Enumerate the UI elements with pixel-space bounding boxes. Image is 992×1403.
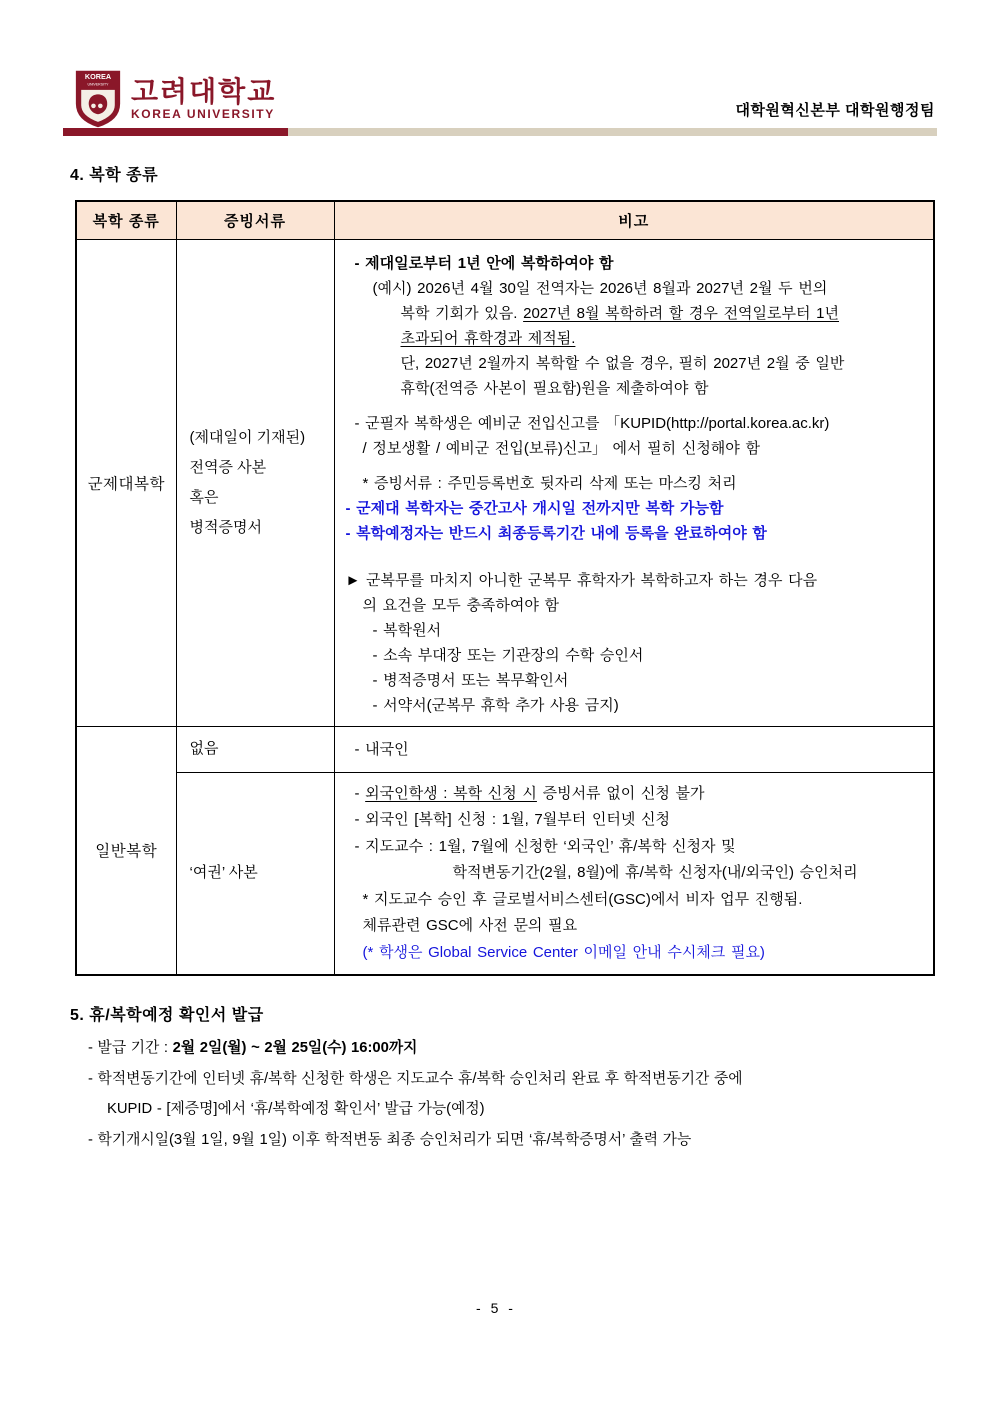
university-logo (75, 70, 276, 128)
page-number: - 5 - (476, 1300, 516, 1316)
domestic-remarks-cell: - 내국인 (334, 726, 934, 772)
foreign-remarks-cell: - 외국인학생 : 복학 신청 시 증빙서류 없이 신청 불가 - 외국인 [복학] 신청 : 1월, 7월부터 인터넷 신청 - 지도교수 : 1월, 7월에 신청한 ‘외국인’ 휴/복학 신청자 및 학적변동기간(2월, 8월)에 휴/복학 신청자(내/외국인) 승인처리 * 지도교수 승인 후 글로벌서비스센터(GSC)에서 비자 업무 진행됨. 체류관련 GSC에 사전 문의 필요 (* 학생은 Global Service Center 이메일 안내 수시체크 필요) (334, 772, 934, 975)
section5-body: - 발급 기간 : 2월 2일(월) ~ 2월 25일(수) 16:00까지 - 학적변동기간에 인터넷 휴/복학 신청한 학생은 지도교수 휴/복학 승인처리 완료 후 학적변동기간 중에 KUPID - [제증명]에서 ‘휴/복학예정 확인서’ 발급 가능(예정) - 학기개시일(3월 1일, 9월 1일) 이후 학적변동 최종 승인처리가 되면 ‘휴/복학증명서’ 출력 가능 (88, 1040, 743, 1148)
header-divider (63, 128, 937, 136)
header-divider-beige (288, 128, 937, 136)
domestic-documents-cell: 없음 (176, 726, 334, 772)
military-remarks-cell: - 제대일로부터 1년 안에 복학하여야 함 (예시) 2026년 4월 30일 전역자는 2026년 8월과 2027년 2월 두 번의 복학 기회가 있음. 2027년 8월 복학하려 할 경우 전역일로부터 1년 초과되어 휴학경과 제적됨. 단, 2027년 2월까지 복학할 수 없을 경우, 필히 2027년 2월 중 일반 휴학(전역증 사본이 필요함)원을 제출하여야 함 - 군필자 복학생은 예비군 전입신고를 「KUPID(http://portal.korea.ac.kr) / 정보생활 / 예비군 전입(보류)신고」 에서 필히 신청해야 함 * 증빙서류 : 주민등록번호 뒷자리 삭제 또는 마스킹 처리 - 군제대 복학자는 중간고사 개시일 전까지만 복학 가능함 - 복학예정자는 반드시 최종등록기간 내에 등록을 완료하여야 함 ► 군복무를 마치지 아니한 군복무 휴학자가 복학하고자 하는 경우 다음 의 요건을 모두 충족하여야 함 - 복학원서 - 소속 부대장 또는 기관장의 수학 승인서 - 병적증명서 또는 복무확인서 - 서약서(군복무 휴학 추가 사용 금지) (334, 239, 934, 726)
table-row-military (76, 239, 934, 726)
university-shield-icon (75, 70, 121, 128)
reenrollment-types-table (75, 200, 935, 976)
foreign-documents-cell: ‘여권’ 사본 (176, 772, 334, 975)
logo-wordmark (131, 77, 276, 121)
table-header-row (76, 201, 934, 239)
logo-english-name: KOREA UNIVERSITY (131, 107, 275, 121)
col-header-remarks: 비고 (334, 201, 934, 239)
shield-bottom-text: UNIVERSITY (87, 82, 109, 87)
section5 (70, 1002, 942, 1155)
row-label-military: 군제대복학 (76, 239, 176, 726)
masthead (75, 74, 935, 128)
military-documents-cell: (제대일이 기재된) 전역증 사본 혹은 병적증명서 (176, 239, 334, 726)
col-header-type: 복학 종류 (76, 201, 176, 239)
section4-title: 4. 복학 종류 (70, 167, 159, 184)
table-row-general-foreign (76, 772, 934, 975)
header-divider-crimson (63, 128, 288, 136)
table-row-general-domestic (76, 726, 934, 772)
section5-title: 5. 휴/복학예정 확인서 발급 (70, 1007, 264, 1024)
logo-korean-name: 고려대학교 (131, 76, 277, 107)
shield-top-text: KOREA (84, 72, 112, 82)
department-name: 대학원혁신본부 대학원행정팀 (735, 102, 935, 119)
col-header-documents: 증빙서류 (176, 201, 334, 239)
row-label-general: 일반복학 (76, 726, 176, 975)
